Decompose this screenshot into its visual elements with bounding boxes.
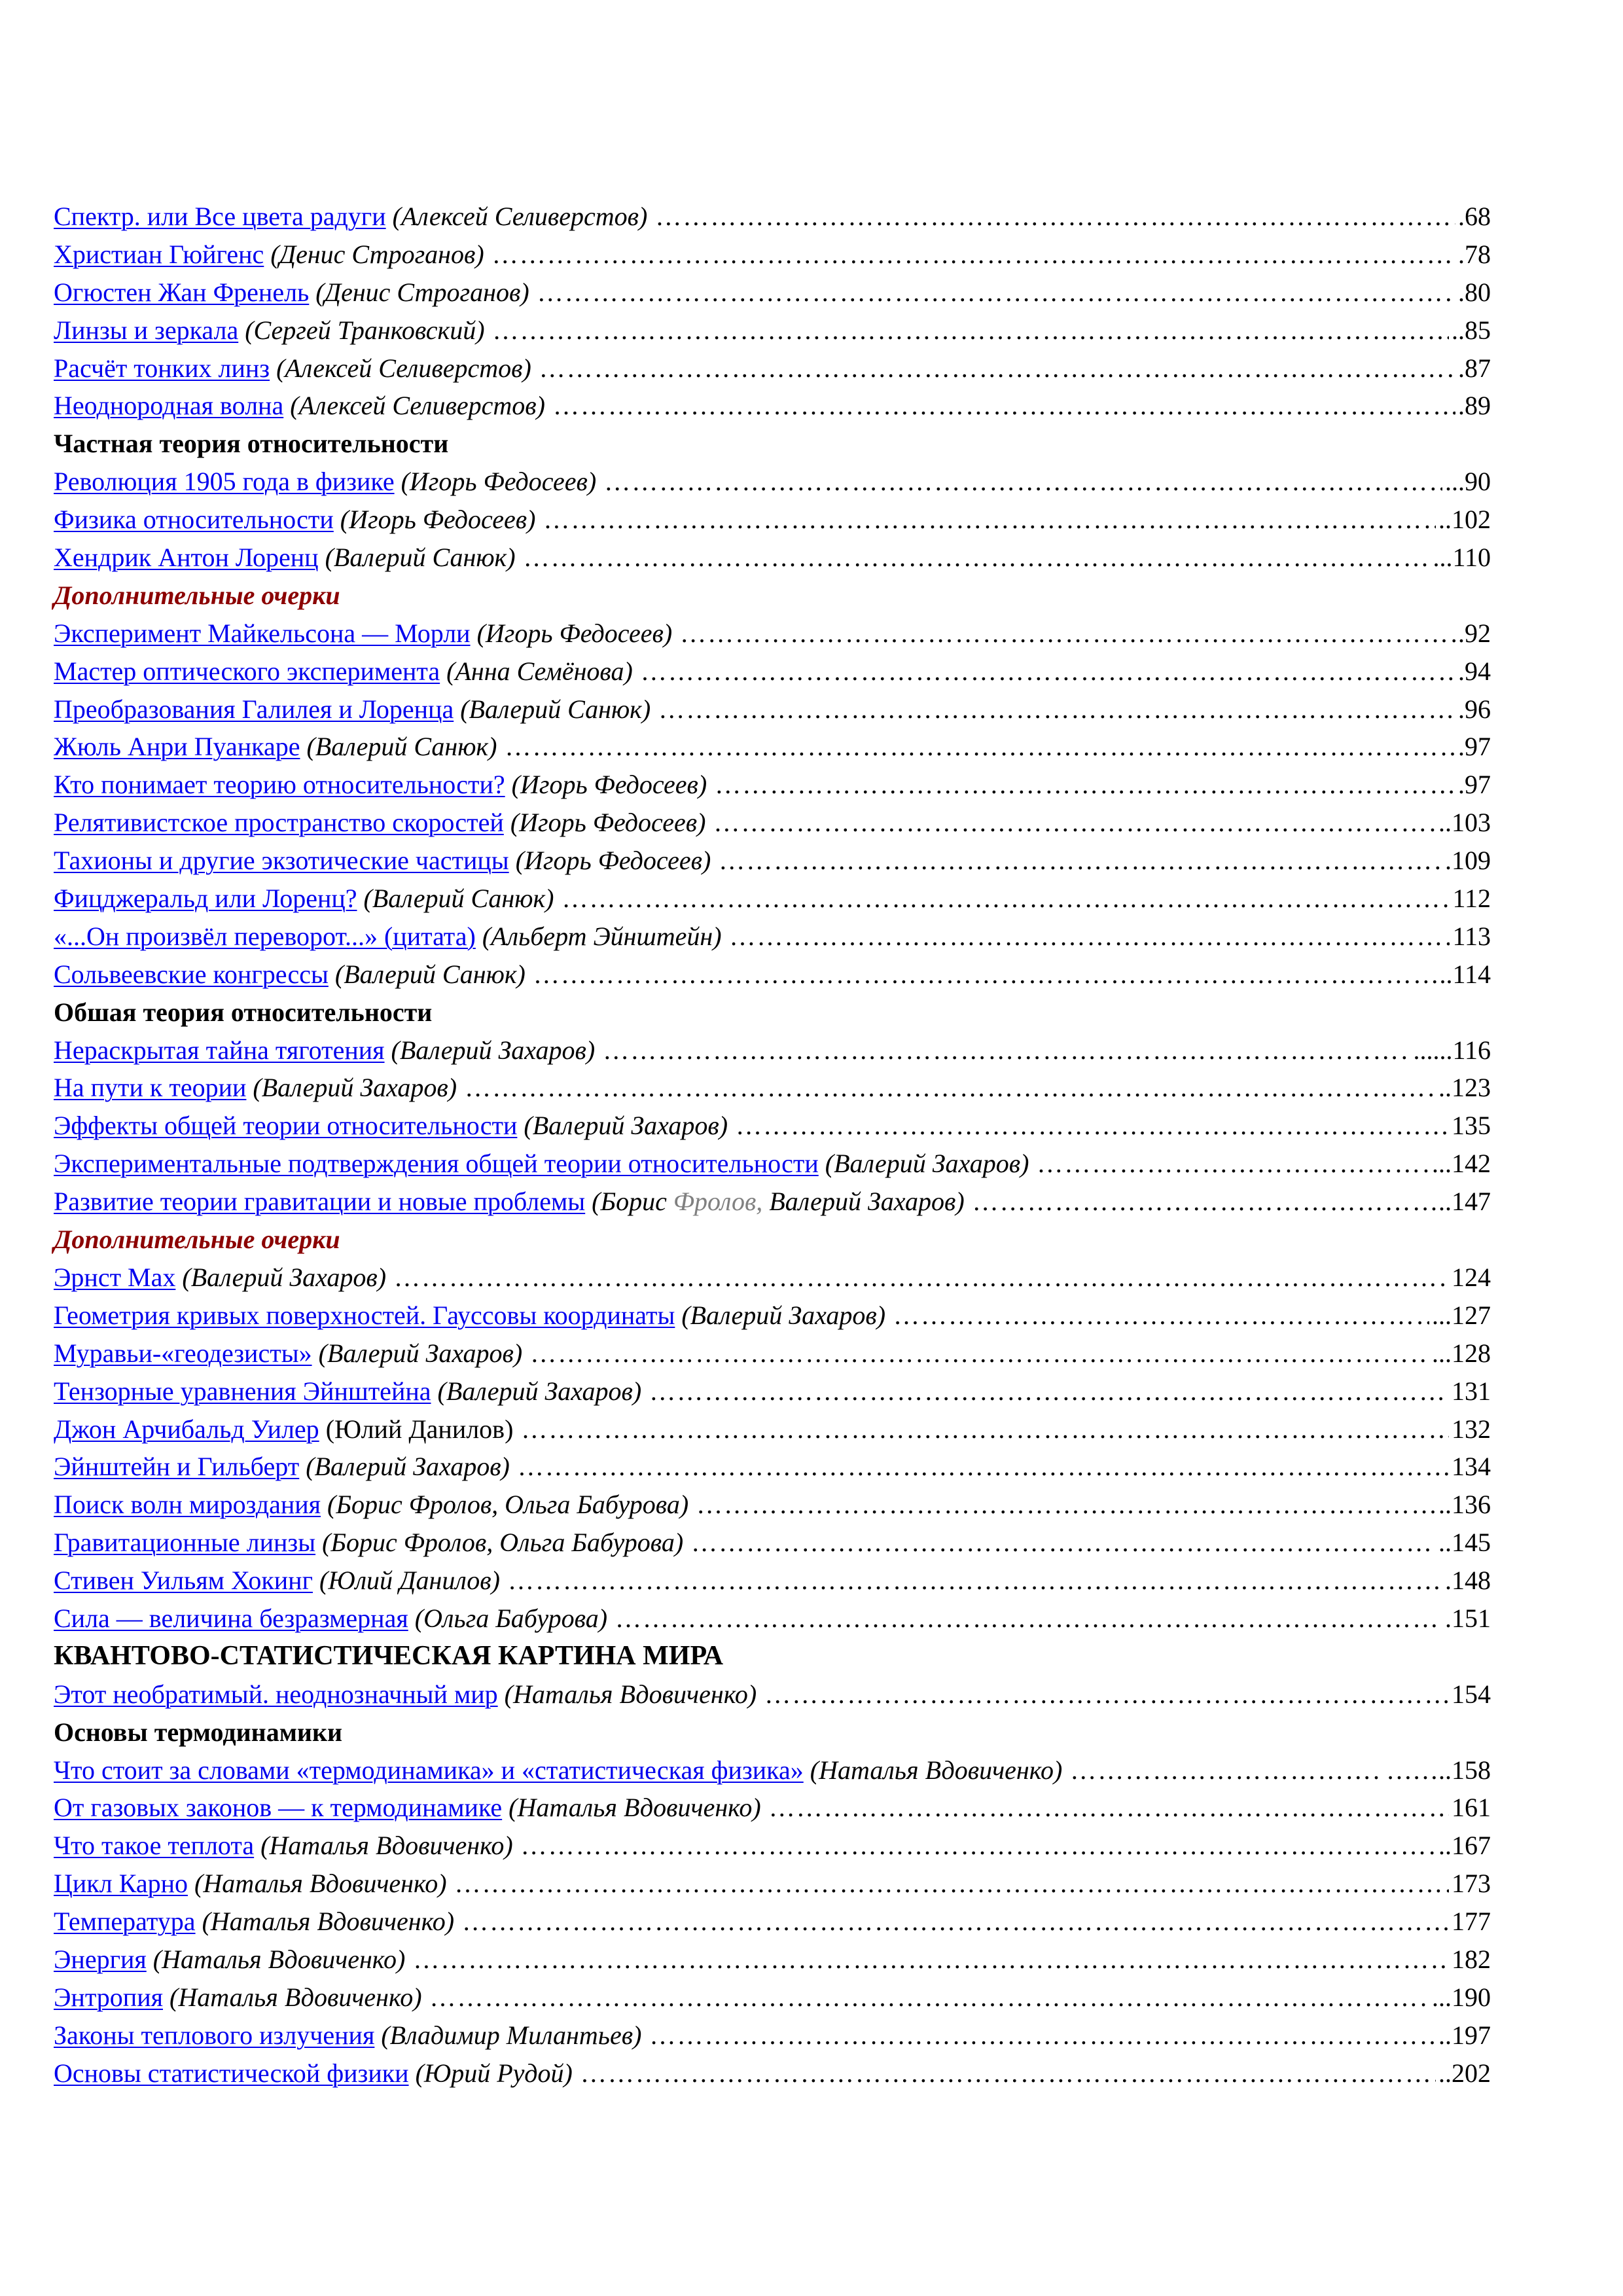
toc-entry-link[interactable]: Геометрия кривых поверхностей. Гауссовы координаты: [54, 1300, 675, 1330]
page-number: 134: [1452, 1452, 1491, 1482]
toc-entry-author: (Юлий Данилов): [319, 1566, 500, 1596]
dot-leader: [394, 1259, 1449, 1297]
dot-leader: [455, 1865, 1449, 1903]
toc-entry-author: (Борис Фролов, Ольга Бабурова): [327, 1490, 689, 1520]
toc-entry: [54, 387, 1491, 425]
toc-entry: [54, 1979, 1491, 2017]
toc-entry: [54, 1600, 1491, 1638]
toc-entry: [54, 1524, 1491, 1562]
toc-entry-link[interactable]: Развитие теории гравитации и новые проблемы: [54, 1187, 586, 1217]
toc-entry-link[interactable]: Законы теплового излучения: [54, 2020, 375, 2050]
toc-entry: [54, 1410, 1491, 1448]
page-number: 112: [1452, 884, 1491, 914]
toc-entry: [54, 918, 1491, 956]
toc-entry-link[interactable]: Релятивистское пространство скоростей: [54, 808, 504, 838]
toc-entry: [54, 1751, 1491, 1789]
toc-entry-link[interactable]: От газовых законов — к термодинамике: [54, 1793, 503, 1823]
toc-entry: [54, 1031, 1491, 1069]
dot-leader: [1037, 1145, 1429, 1183]
page-number: ...90: [1445, 467, 1491, 497]
toc-entry-author: (Валерий Захаров): [182, 1262, 387, 1292]
toc-entry-link[interactable]: Эйнштейн и Гильберт: [54, 1452, 300, 1482]
toc-entry-author: (Денис Строганов): [270, 239, 484, 269]
dot-leader: [533, 956, 1437, 994]
dot-leader: [736, 1107, 1449, 1145]
dot-leader: [492, 236, 1455, 274]
toc-entry-link[interactable]: Тензорные уравнения Эйнштейна: [54, 1376, 431, 1406]
page-number: ..136: [1438, 1490, 1491, 1520]
dot-leader: [465, 1069, 1436, 1107]
page-number: 135: [1452, 1111, 1491, 1141]
toc-entry-link[interactable]: Основы статистической физики: [54, 2058, 409, 2088]
toc-entry: [54, 1259, 1491, 1297]
toc-entry-link[interactable]: Линзы и зеркала: [54, 315, 239, 345]
page-number: .94: [1458, 656, 1491, 686]
page-number: .80: [1458, 277, 1491, 307]
dot-leader: [603, 1031, 1410, 1069]
toc-entry: [54, 1941, 1491, 1979]
toc-entry: [54, 880, 1491, 918]
toc-entry-link[interactable]: Что стоит за словами «термодинамика» и «статистическая физика»: [54, 1755, 804, 1785]
toc-entry-link[interactable]: Спектр. или Все цвета радуги: [54, 202, 386, 231]
dot-leader: [537, 274, 1455, 312]
toc-entry-link[interactable]: Стивен Уильям Хокинг: [54, 1566, 313, 1596]
toc-entry: [54, 1335, 1491, 1372]
page-number: .87: [1458, 353, 1491, 383]
toc-entry-author: (Анна Семёнова): [446, 656, 633, 686]
toc-entry-link[interactable]: Муравьи-«геодезисты»: [54, 1338, 312, 1368]
toc-entry-link[interactable]: Огюстен Жан Френель: [54, 277, 310, 307]
toc-entry-author: (Ольга Бабурова): [414, 1603, 608, 1633]
toc-entry-author: (Юрий Рудой): [415, 2058, 573, 2088]
toc-entry-author: (Валерий Санюк): [363, 884, 554, 914]
toc-entry-link[interactable]: Христиан Гюйгенс: [54, 239, 264, 269]
toc-entry: [54, 804, 1491, 842]
dot-leader: [769, 1789, 1449, 1827]
dot-leader: [521, 1410, 1449, 1448]
toc-entry-author: (Наталья Вдовиченко): [202, 1907, 455, 1937]
dot-leader: [580, 2054, 1436, 2092]
toc-entry-author: (Валерий Санюк): [460, 694, 651, 724]
toc-entry: [54, 539, 1491, 577]
page-number: 124: [1452, 1262, 1491, 1292]
table-of-contents: [54, 198, 1491, 2092]
dot-leader: [972, 1183, 1436, 1221]
toc-entry-author: (Валерий Захаров): [253, 1073, 457, 1103]
toc-entry: [54, 1107, 1491, 1145]
page-number: ..202: [1438, 2058, 1491, 2088]
author-part: (Борис: [592, 1187, 673, 1217]
page-number: ..85: [1452, 315, 1491, 345]
page-number: 131: [1452, 1376, 1491, 1406]
dot-leader: [893, 1297, 1429, 1335]
page-number: . ……..158: [1373, 1755, 1491, 1785]
page-number: 132: [1452, 1414, 1491, 1444]
dot-leader: [413, 1941, 1449, 1979]
toc-entry-link[interactable]: Кто понимает теорию относительности?: [54, 770, 505, 800]
dot-leader: [696, 1486, 1436, 1524]
toc-entry: [54, 1448, 1491, 1486]
dot-leader: [462, 1903, 1449, 1941]
dot-leader: [604, 463, 1442, 501]
page-number: ..103: [1438, 808, 1491, 838]
toc-entry: [54, 463, 1491, 501]
dot-leader: [524, 539, 1431, 577]
page-number: .92: [1458, 618, 1491, 648]
toc-entry: [54, 728, 1491, 766]
toc-entry-author: (Валерий Санюк): [306, 732, 497, 762]
toc-entry-link[interactable]: Нераскрытая тайна тяготения: [54, 1035, 385, 1065]
dot-leader: [543, 501, 1436, 539]
dot-leader: [615, 1600, 1442, 1638]
page-number: ..102: [1438, 505, 1491, 535]
toc-entry-author: (Наталья Вдовиченко): [508, 1793, 761, 1823]
toc-entry-author: (Валерий Захаров): [391, 1035, 596, 1065]
toc-entry-author: (Наталья Вдовиченко): [504, 1679, 757, 1709]
dot-leader: [518, 1448, 1449, 1486]
toc-entry-author: (Владимир Милантьев): [381, 2020, 642, 2050]
page-number: ..145: [1438, 1528, 1491, 1558]
toc-entry: [54, 1297, 1491, 1335]
toc-entry: [54, 766, 1491, 804]
toc-entry: [54, 1789, 1491, 1827]
toc-entry-author: (Игорь Федосеев): [515, 846, 711, 876]
page-number: .109: [1445, 846, 1491, 876]
toc-entry-author: (Игорь Федосеев): [401, 467, 597, 497]
toc-entry: [54, 1486, 1491, 1524]
toc-entry-link[interactable]: Сила — величина безразмерная: [54, 1603, 408, 1633]
section-heading: Обшая теория относительности: [54, 997, 433, 1027]
toc-entry-author: (Валерий Санюк): [334, 959, 526, 989]
dot-leader: [505, 728, 1455, 766]
toc-entry-link[interactable]: Эффекты общей теории относительности: [54, 1111, 518, 1141]
page-number: .97: [1458, 732, 1491, 762]
toc-entry: [54, 956, 1491, 994]
toc-entry: [54, 842, 1491, 880]
toc-entry-author: (Валерий Захаров): [681, 1300, 886, 1330]
section-heading: КВАНТОВО-СТАТИСТИЧЕСКАЯ КАРТИНА МИРА: [54, 1640, 724, 1671]
page-number: 161: [1452, 1793, 1491, 1823]
page-number: ...110: [1433, 543, 1491, 573]
page-number: ...142: [1432, 1149, 1491, 1179]
toc-entry: [54, 1676, 1491, 1713]
toc-entry-author: (Альберт Эйнштейн): [482, 921, 722, 951]
toc-entry-author: (Игорь Федосеев): [340, 505, 536, 535]
toc-entry: [54, 2054, 1491, 2092]
toc-entry-link[interactable]: Поиск волн мироздания: [54, 1490, 321, 1520]
toc-entry-link[interactable]: Энергия: [54, 1944, 147, 1974]
page-number: .148: [1445, 1566, 1491, 1596]
dot-leader: [641, 653, 1455, 691]
toc-entry-author: (Валерий Захаров): [318, 1338, 523, 1368]
toc-entry: [54, 350, 1491, 387]
toc-entry-author: (Наталья Вдовиченко): [260, 1831, 513, 1861]
toc-entry-link[interactable]: Жюль Анри Пуанкаре: [54, 732, 300, 762]
toc-entry-author: (Алексей Селиверстов): [276, 353, 531, 383]
page-number: .97: [1458, 770, 1491, 800]
toc-entry: [54, 1827, 1491, 1865]
section-heading: Основы термодинамики: [54, 1717, 343, 1747]
toc-entry-link[interactable]: Экспериментальные подтверждения общей теории относительности: [54, 1149, 819, 1179]
toc-entry: [54, 236, 1491, 274]
page-number: .68: [1458, 202, 1491, 231]
toc-entry-author: (Сергей Транковский): [245, 315, 485, 345]
page-number: 182: [1452, 1944, 1491, 1974]
toc-entry-author: (Юлий Данилов): [325, 1414, 514, 1444]
toc-entry-author: (Валерий Захаров): [437, 1376, 642, 1406]
page-number: ..197: [1438, 2020, 1491, 2050]
toc-entry-author: (Наталья Вдовиченко): [152, 1944, 406, 1974]
toc-entry: [54, 198, 1491, 236]
page-number: ...190: [1432, 1982, 1491, 2012]
author-part-grey: Фролов,: [673, 1187, 763, 1217]
toc-entry-author: (Валерий Санюк): [325, 543, 516, 573]
toc-entry: [54, 1372, 1491, 1410]
toc-entry: [54, 1145, 1491, 1183]
page-number: ..114: [1439, 959, 1491, 989]
dot-leader: [719, 842, 1442, 880]
page-number: 154: [1452, 1679, 1491, 1709]
toc-entry-link[interactable]: Расчёт тонких линз: [54, 353, 270, 383]
toc-entry-author: (Наталья Вдовиченко): [194, 1869, 447, 1899]
toc-entry-link[interactable]: Тахионы и другие экзотические частицы: [54, 846, 509, 876]
dot-leader: [649, 1372, 1449, 1410]
page-number: .96: [1458, 694, 1491, 724]
toc-entry-author: (Наталья Вдовиченко): [810, 1755, 1063, 1785]
page-number: ..123: [1438, 1073, 1491, 1103]
page-number: .78: [1458, 239, 1491, 269]
toc-entry: [54, 1183, 1491, 1221]
dot-leader: [521, 1827, 1436, 1865]
toc-entry-link[interactable]: Революция 1905 года в физике: [54, 467, 395, 497]
toc-entry: [54, 653, 1491, 691]
dot-leader: [713, 804, 1436, 842]
page-number: ..167: [1438, 1831, 1491, 1861]
toc-entry: [54, 691, 1491, 728]
page-number: ......116: [1413, 1035, 1491, 1065]
dot-leader: [430, 1979, 1429, 2017]
dot-leader: [539, 350, 1455, 387]
page-number: ..147: [1438, 1187, 1491, 1217]
dot-leader: [730, 918, 1450, 956]
dot-leader: [649, 2017, 1436, 2054]
toc-entry: [54, 501, 1491, 539]
toc-entry-author: (Валерий Захаров): [306, 1452, 510, 1482]
dot-leader: [680, 615, 1455, 653]
toc-entry: [54, 615, 1491, 653]
toc-entry-link[interactable]: Мастер оптического эксперимента: [54, 656, 440, 686]
toc-entry-link[interactable]: Джон Арчибальд Уилер: [54, 1414, 319, 1444]
dot-leader: [691, 1524, 1436, 1562]
toc-entry-link[interactable]: Хендрик Антон Лоренц: [54, 543, 319, 573]
toc-entry-link[interactable]: Эрнст Мах: [54, 1262, 176, 1292]
toc-entry-link[interactable]: «...Он произвёл переворот...» (цитата): [54, 921, 476, 951]
toc-entry-author: (Игорь Федосеев): [510, 808, 706, 838]
page-number: .89: [1458, 391, 1491, 421]
toc-entry-author: [592, 1183, 964, 1221]
dot-leader: [553, 387, 1455, 425]
toc-entry-link[interactable]: Температура: [54, 1907, 196, 1937]
dot-leader: [658, 691, 1455, 728]
toc-entry-link[interactable]: Фицджеральд или Лоренц?: [54, 884, 357, 914]
dot-leader: [493, 312, 1449, 350]
toc-entry-link[interactable]: Цикл Карно: [54, 1869, 188, 1899]
toc-entry-author: (Денис Строганов): [315, 277, 529, 307]
toc-entry: [54, 312, 1491, 350]
toc-entry-link[interactable]: Преобразования Галилея и Лоренца: [54, 694, 454, 724]
dot-leader: [562, 880, 1450, 918]
section-heading: Частная теория относительности: [54, 429, 449, 459]
toc-entry-link[interactable]: Эксперимент Майкельсона — Морли: [54, 618, 471, 648]
toc-entry-link[interactable]: Неоднородная волна: [54, 391, 284, 421]
toc-entry-link[interactable]: На пути к теории: [54, 1073, 247, 1103]
toc-entry-author: (Алексей Селиверстов): [392, 202, 648, 231]
toc-entry-link[interactable]: Гравитационные линзы: [54, 1528, 316, 1558]
page-number: 177: [1452, 1907, 1491, 1937]
toc-entry: [54, 2017, 1491, 2054]
subsection-heading-additional-essays: Дополнительные очерки: [54, 580, 340, 610]
toc-entry-author: (Валерий Захаров): [825, 1149, 1029, 1179]
page-number: ...128: [1432, 1338, 1491, 1368]
toc-entry: [54, 274, 1491, 312]
toc-entry-link[interactable]: Физика относительности: [54, 505, 334, 535]
dot-leader: [655, 198, 1455, 236]
dot-leader: [508, 1562, 1442, 1600]
page-number: 173: [1452, 1869, 1491, 1899]
toc-entry-author: (Наталья Вдовиченко): [169, 1982, 422, 2012]
toc-entry-link[interactable]: Этот необратимый. неоднозначный мир: [54, 1679, 498, 1709]
page-number: 113: [1452, 921, 1491, 951]
page-number: ...127: [1432, 1300, 1491, 1330]
dot-leader: [764, 1676, 1449, 1713]
toc-entry-author: (Игорь Федосеев): [476, 618, 673, 648]
toc-entry-link[interactable]: Сольвеевские конгрессы: [54, 959, 329, 989]
toc-entry-author: (Игорь Федосеев): [511, 770, 707, 800]
toc-entry-link[interactable]: Энтропия: [54, 1982, 163, 2012]
subsection-heading-additional-essays: Дополнительные очерки: [54, 1225, 340, 1255]
page-number: .151: [1445, 1603, 1491, 1633]
toc-entry-author: (Алексей Селиверстов): [290, 391, 545, 421]
toc-entry: [54, 1069, 1491, 1107]
dot-leader: [530, 1335, 1429, 1372]
dot-leader: [1070, 1751, 1370, 1789]
toc-entry-author: (Борис Фролов, Ольга Бабурова): [322, 1528, 684, 1558]
toc-entry: [54, 1903, 1491, 1941]
toc-entry: [54, 1562, 1491, 1600]
toc-entry-link[interactable]: Что такое теплота: [54, 1831, 255, 1861]
toc-entry-author: (Валерий Захаров): [524, 1111, 728, 1141]
toc-entry: [54, 1865, 1491, 1903]
author-part: Валерий Захаров): [762, 1187, 965, 1217]
dot-leader: [715, 766, 1455, 804]
